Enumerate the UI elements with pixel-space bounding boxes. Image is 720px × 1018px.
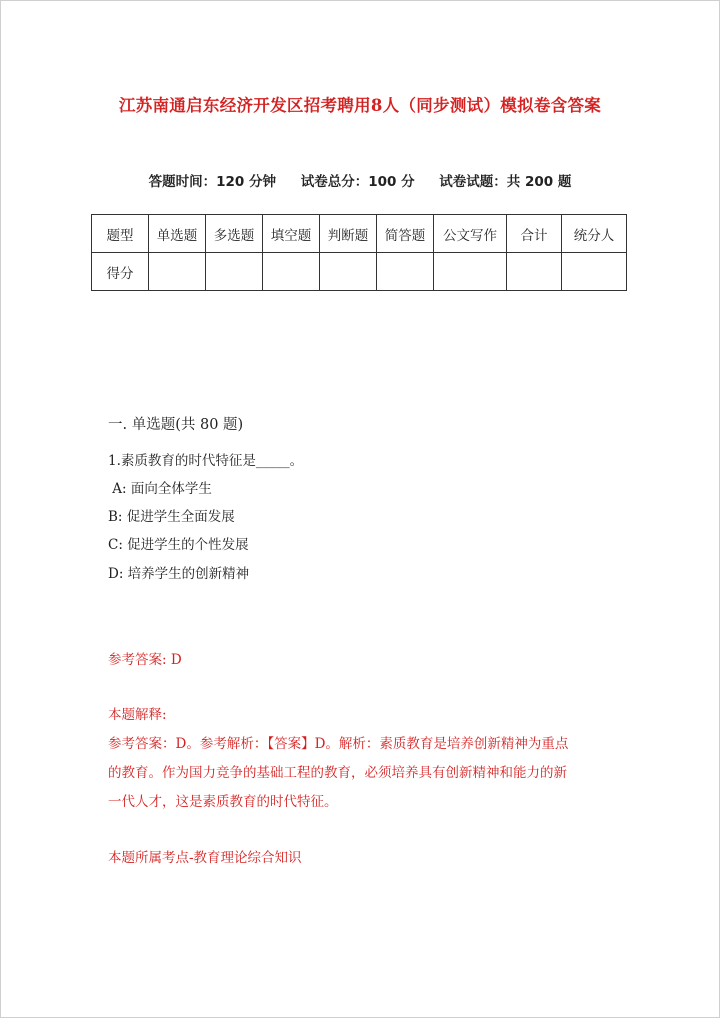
- explanation-text: [108, 730, 613, 817]
- explanation-line: 一代人才，这是素质教育的时代特征。: [108, 794, 338, 810]
- score-cell: [434, 253, 507, 291]
- exam-question-count: 试卷试题：共 200 题: [439, 174, 572, 190]
- question-stem: 1.素质教育的时代特征是_____。: [108, 453, 304, 469]
- score-header-cell: 题型: [92, 215, 149, 253]
- topic-note: 本题所属考点-教育理论综合知识: [108, 850, 302, 866]
- explanation-line: 参考答案：D。参考解析：【答案】D。解析：素质教育是培养创新精神为重点: [108, 736, 569, 752]
- exam-total-score: 试卷总分：100 分: [300, 174, 415, 190]
- score-header-cell: 简答题: [377, 215, 434, 253]
- score-row-label: 得分: [92, 253, 149, 291]
- score-cell: [263, 253, 320, 291]
- document-title: 江苏南通启东经济开发区招考聘用8人（同步测试）模拟卷含答案: [118, 96, 602, 115]
- score-cell: [149, 253, 206, 291]
- score-cell: [562, 253, 627, 291]
- score-header-cell: 填空题: [263, 215, 320, 253]
- score-table-header-row: [92, 215, 627, 253]
- score-table-score-row: [92, 253, 627, 291]
- exam-time: 答题时间：120 分钟: [148, 174, 276, 190]
- score-cell: [206, 253, 263, 291]
- score-table: [91, 214, 627, 291]
- exam-meta: [0, 170, 720, 190]
- explanation-label: 本题解释:: [108, 707, 167, 723]
- section-heading: 一. 单选题(共 80 题): [108, 417, 244, 433]
- score-cell: [507, 253, 562, 291]
- reference-answer: 参考答案: D: [108, 652, 182, 668]
- option-c: C: 促进学生的个性发展: [108, 537, 249, 553]
- option-d: D: 培养学生的创新精神: [108, 566, 250, 582]
- score-cell: [320, 253, 377, 291]
- score-header-cell: 合计: [507, 215, 562, 253]
- option-b: B: 促进学生全面发展: [108, 509, 235, 525]
- score-header-cell: 公文写作: [434, 215, 507, 253]
- score-header-cell: 单选题: [149, 215, 206, 253]
- score-cell: [377, 253, 434, 291]
- score-header-cell: 统分人: [562, 215, 627, 253]
- option-a: A: 面向全体学生: [108, 481, 212, 497]
- score-header-cell: 判断题: [320, 215, 377, 253]
- explanation-line: 的教育。作为国力竞争的基础工程的教育，必须培养具有创新精神和能力的新: [108, 765, 567, 781]
- score-header-cell: 多选题: [206, 215, 263, 253]
